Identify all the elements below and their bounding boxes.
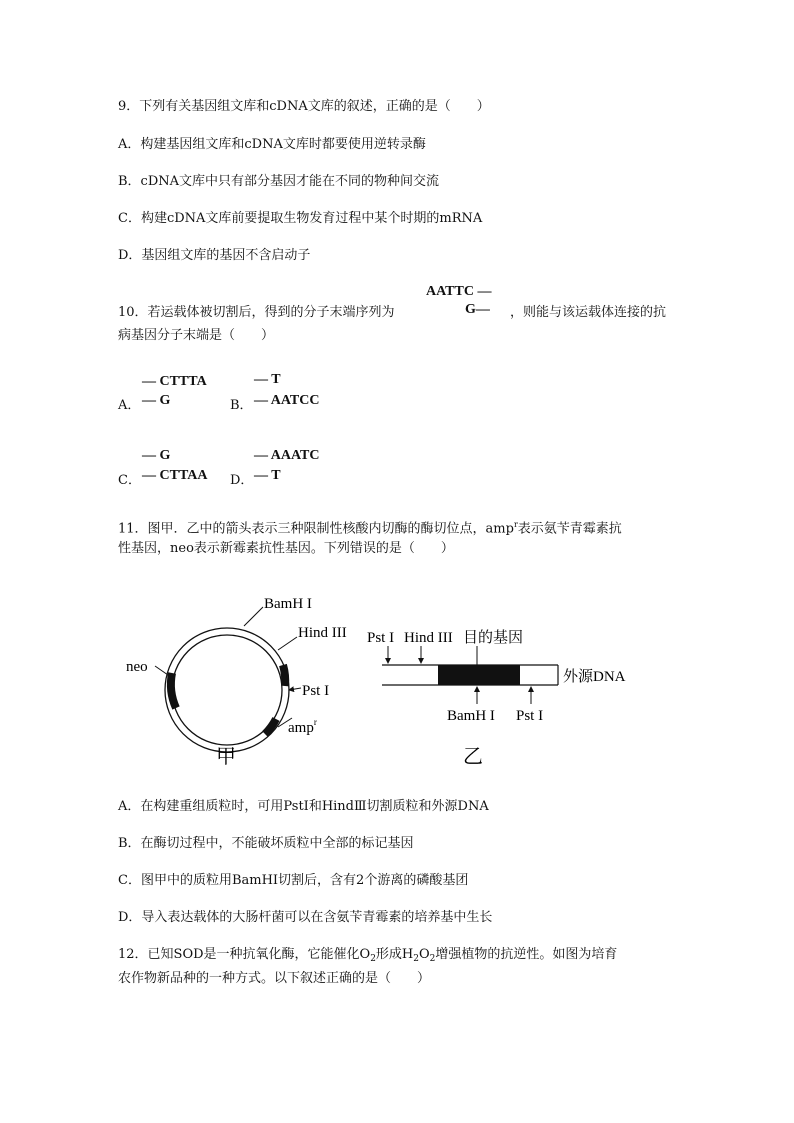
foreign-dna-yi (382, 646, 558, 704)
q10-stem-line2: 病基因分子末端是（ ） (118, 328, 275, 343)
q10-option-c-top: — G (142, 448, 171, 463)
q10-option-a-label: A． (118, 398, 141, 413)
q9-stem: 9．下列有关基因组文库和cDNA文库的叙述，正确的是（ ） (118, 99, 490, 114)
q10-option-d-top: — AAATC (254, 448, 320, 463)
label-pst1-yi: Pst I (367, 630, 395, 646)
q11-figure (0, 580, 794, 780)
q10-vector-bottom-strand: G— (465, 302, 490, 317)
q9-option-a: A．构建基因组文库和cDNA文库时都要使用逆转录酶 (118, 137, 426, 152)
label-foreign-dna: 外源DNA (563, 669, 626, 685)
q9-option-b: B．cDNA文库中只有部分基因才能在不同的物种间交流 (118, 174, 440, 189)
q9-option-c: C．构建cDNA文库前要提取生物发育过程中某个时期的mRNA (118, 211, 483, 226)
q11-option-c: C．图甲中的质粒用BamHⅠ切割后，含有2个游离的磷酸基团 (118, 873, 469, 888)
q11-option-d: D．导入表达载体的大肠杆菌可以在含氨苄青霉素的培养基中生长 (118, 910, 493, 925)
label-jia: 甲 (216, 746, 236, 768)
label-hind3: Hind III (298, 625, 347, 641)
label-bamh1: BamH I (264, 596, 312, 612)
q10-option-b-top: — T (254, 372, 281, 387)
q12-stem-line2: 农作物新品种的一种方式。以下叙述正确的是（ ） (118, 971, 431, 986)
q9-option-d: D．基因组文库的基因不含启动子 (118, 248, 311, 263)
q10-option-c-bottom: — CTTAA (142, 468, 208, 483)
label-neo: neo (126, 659, 148, 675)
q10-option-c-label: C． (118, 473, 141, 488)
amp-lower-segment (265, 719, 276, 734)
q12-stem-line1: 12．已知SOD是一种抗氧化酶，它能催化$O_2$形成$H_2O_2$增强植物的抗逆性。如图为培育 (118, 947, 618, 964)
q10-option-a-bottom: — G (142, 393, 171, 408)
q11-stem-line2: 性基因，neo表示新霉素抗性基因。下列错误的是（ ） (118, 541, 454, 556)
q11-stem-line1: 11．图甲．乙中的箭头表示三种限制性核酸内切酶的酶切位点，amp$^r$表示氨苄青霉素抗 (118, 520, 622, 537)
label-bamh1-yi: BamH I (447, 708, 495, 724)
plasmid-jia (155, 607, 301, 752)
q11-amp-superscript: r (513, 520, 518, 529)
q10-option-d-bottom: — T (254, 468, 281, 483)
q11-option-b: B．在酶切过程中，不能破坏质粒中全部的标记基因 (118, 836, 414, 851)
label-amp: amp$^r$ (288, 717, 317, 736)
label-yi: 乙 (463, 746, 483, 768)
q10-option-b-label: B． (230, 398, 253, 413)
q10-stem-part1: 10．若运载体被切割后，得到的分子末端序列为 (118, 305, 395, 320)
q10-option-b-bottom: — AATCC (254, 393, 320, 408)
q11-option-a: A．在构建重组质粒时，可用PstⅠ和HindⅢ切割质粒和外源DNA (118, 799, 489, 814)
q10-vector-top-strand: AATTC — (426, 284, 492, 299)
q10-option-a-top: — CTTTA (142, 374, 207, 389)
neo-marker-segment (171, 673, 176, 708)
q10-stem-part2: ，则能与该运载体连接的抗 (510, 305, 667, 320)
q10-option-d-label: D． (230, 473, 254, 488)
amp-marker-segment (283, 665, 285, 686)
label-target-gene: 目的基因 (463, 630, 524, 646)
target-gene-block (438, 665, 520, 685)
label-hind3-yi: Hind III (404, 630, 453, 646)
label-pst1: Pst I (302, 683, 330, 699)
label-pst1-yi-right: Pst I (516, 708, 544, 724)
